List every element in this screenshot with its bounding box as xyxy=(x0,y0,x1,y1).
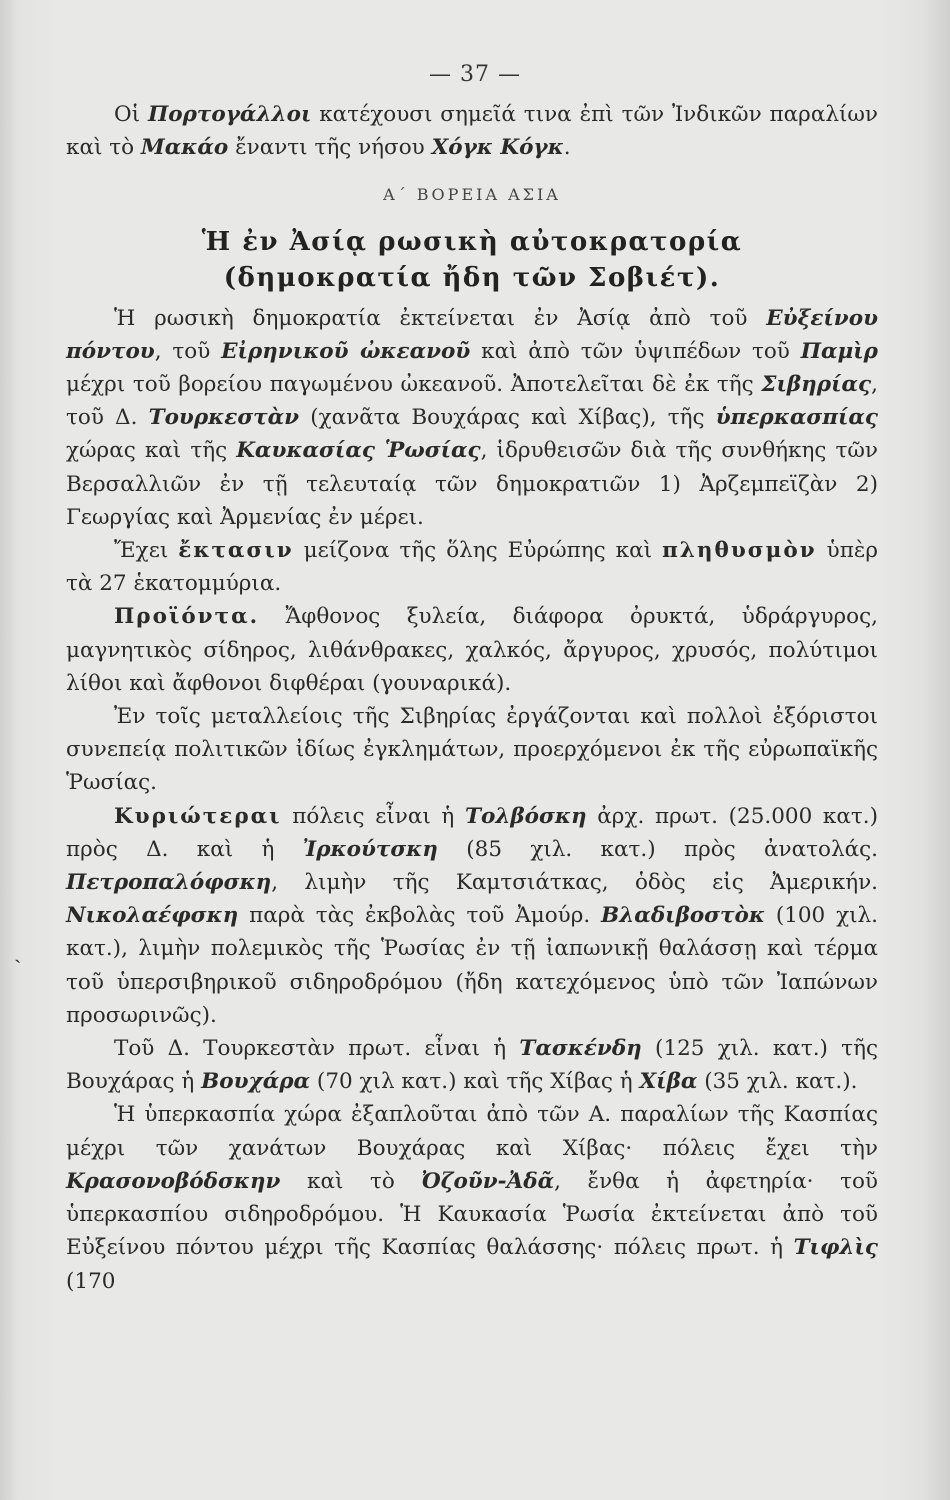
emphasis: Τολβόσκη xyxy=(464,803,587,829)
emphasis: Τιφλὶς xyxy=(793,1235,878,1261)
emphasis: Εὐξείνου πόντου xyxy=(66,305,878,364)
text-run: (85 χιλ. κατ.) πρὸς ἀνατολάς. xyxy=(437,836,878,862)
spaced-emphasis: Κυριώτεραι xyxy=(114,803,282,829)
text-run: (170 xyxy=(66,1268,116,1294)
text-run: Οἱ xyxy=(114,102,148,127)
text-run: Ἐν τοῖς μεταλλείοις τῆς Σιβηρίας ἐργάζονται καὶ πολλοὶ ἐξόριστοι συνεπείᾳ πολιτικῶν ἰδίως ἐγκλημάτων, προερχόμενοι ἐκ τῆς εὐρωπαϊκῆς Ῥωσίας. xyxy=(66,704,878,796)
text-run: (125 χιλ. κατ.) τῆς Βουχάρας ἡ xyxy=(66,1036,878,1095)
paragraph-cities xyxy=(66,800,878,1032)
emphasis: Πορτογάλλοι xyxy=(147,102,312,127)
chapter-heading xyxy=(66,224,878,296)
text-run: (100 χιλ. κατ.), λιμὴν πολεμικὸς τῆς Ῥωσίας ἐν τῇ ἰαπωνικῇ θαλάσσῃ καὶ τέρμα τοῦ ὑπερσιβηρικοῦ σιδηροδρόμου (ἤδη κατεχόμενος ὑπὸ τῶν Ἰαπώνων προσωρινῶς). xyxy=(66,903,879,1028)
text-run: (χανᾶτα Βουχάρας καὶ Χίβας), τῆς xyxy=(299,405,716,431)
text-run: Τοῦ Δ. Τουρκεστὰν πρωτ. εἶναι ἡ xyxy=(114,1036,520,1062)
spaced-emphasis: Προϊόντα. xyxy=(114,604,260,630)
emphasis: Σιβηρίας xyxy=(761,372,872,398)
text-run: μέχρι τοῦ βορείου παγωμένου ὠκεανοῦ. Ἀποτελεῖται δὲ ἐκ τῆς xyxy=(66,372,762,398)
text-run: Ἔχει xyxy=(114,538,179,564)
paragraph-products xyxy=(66,600,878,700)
emphasis: Χίβα xyxy=(639,1069,698,1095)
emphasis: Εἰρηνικοῦ ὠκεανοῦ xyxy=(221,338,471,364)
page-text xyxy=(66,98,878,1298)
text-run: ἔναντι τῆς νήσου xyxy=(228,135,432,161)
section-title: Α΄ ΒΟΡΕΙΑ ΑΣΙΑ xyxy=(383,185,561,205)
text-run: Ἄφθονος ξυλεία, διάφορα ὀρυκτά, ὑδράργυρος, μαγνητικὸς σίδηρος, λιθάνθρακες, χαλκός, ἄργυρος, χρυσός, πολύτιμοι λίθοι καὶ ἄφθονοι διφθέραι (γουναρικά). xyxy=(66,604,878,696)
spaced-emphasis: πληθυσμὸν xyxy=(662,538,817,564)
paragraph-turkestan xyxy=(66,1032,878,1098)
spaced-emphasis: ἔκτασιν xyxy=(178,538,294,564)
text-run: , ἔνθα ἡ ἀφετηρία· τοῦ ὑπερκασπίου σιδηροδρόμου. Ἡ Καυκασία Ῥωσία ἐκτείνεται ἀπὸ τοῦ Εὐξείνου πόντου μέχρι τῆς Κασπίας θαλάσσης· πόλεις πρωτ. ἡ xyxy=(66,1168,878,1261)
text-run: Ἡ ρωσικὴ δημοκρατία ἐκτείνεται ἐν Ἀσίᾳ ἀπὸ τοῦ xyxy=(114,305,767,331)
paragraph-mines xyxy=(66,700,878,800)
text-run: παρὰ τὰς ἐκβολὰς τοῦ Ἀμούρ. xyxy=(238,903,602,929)
emphasis: Κρασονοβόδσκην xyxy=(66,1168,281,1194)
text-run: ἀρχ. πρωτ. (25.000 κατ.) πρὸς Δ. καὶ ἡ xyxy=(66,803,878,862)
emphasis: Παμὶρ xyxy=(800,338,878,364)
text-run: (35 χιλ. κατ.). xyxy=(697,1069,858,1095)
text-run: χώρας καὶ τῆς xyxy=(66,438,237,464)
emphasis: Ἰρκούτσκη xyxy=(302,836,438,862)
emphasis: Μακάο xyxy=(140,135,229,161)
margin-mark: ˏ xyxy=(14,939,22,964)
text-run: μείζονα τῆς ὅλης Εὐρώπης καὶ xyxy=(293,538,663,564)
emphasis: Βουχάρα xyxy=(201,1069,311,1095)
text-run: , λιμὴν τῆς Καμτσιάτκας, ὁδὸς εἰς Ἀμερικήν. xyxy=(271,870,878,896)
emphasis: Τασκένδη xyxy=(519,1036,642,1062)
emphasis: Τουρκεστὰν xyxy=(148,405,300,431)
text-run: κατέχουσι σημεῖά τινα ἐπὶ τῶν Ἰνδικῶν παραλίων καὶ τὸ xyxy=(66,102,878,161)
text-run: . xyxy=(563,135,571,161)
text-run: , τοῦ xyxy=(154,338,222,364)
heading-line-1: Ἡ ἐν Ἀσίᾳ ρωσικὴ αὐτοκρατορία xyxy=(201,226,743,257)
text-run: , ἱδρυθεισῶν διὰ τῆς συνθήκης τῶν Βερσαλλιῶν ἐν τῇ τελευταίᾳ τῶν δημοκρατιῶν 1) Ἀρζεμπεϊζὰν 2) Γεωργίας καὶ Ἀρμενίας ἐν μέρει. xyxy=(66,438,878,530)
heading-line-2: (δημοκρατία ἤδη τῶν Σοβιέτ). xyxy=(223,262,721,293)
emphasis: Χόγκ Κόγκ xyxy=(431,135,564,161)
text-run: καὶ ἀπὸ τῶν ὑψιπέδων τοῦ xyxy=(470,338,801,364)
text-run: (70 χιλ κατ.) καὶ τῆς Χίβας ἡ xyxy=(310,1069,640,1095)
paragraph-area xyxy=(66,534,878,600)
emphasis: Ὀζοῦν-Ἀδᾶ xyxy=(421,1168,555,1194)
paragraph-extent xyxy=(66,302,878,534)
paragraph-portuguese xyxy=(66,98,878,164)
emphasis: Νικολαέφσκη xyxy=(66,903,239,929)
page-number: — 37 — xyxy=(429,62,521,87)
text-run: ὑπὲρ τὰ 27 ἑκατομμύρια. xyxy=(66,538,879,597)
emphasis: Βλαδιβοστὸκ xyxy=(601,903,765,929)
paragraph-transcaspia xyxy=(66,1098,878,1297)
emphasis: Καυκασίας Ῥωσίας xyxy=(236,438,481,464)
emphasis: ὑπερκασπίας xyxy=(715,405,878,431)
text-run: Ἡ ὑπερκασπία χώρα ἐξαπλοῦται ἀπὸ τῶν Α. παραλίων τῆς Κασπίας μέχρι τῶν χανάτων Βουχάρας καὶ Χίβας· πόλεις ἔχει τὴν xyxy=(66,1102,878,1161)
text-run: πόλεις εἶναι ἡ xyxy=(281,803,465,829)
text-run: καὶ τὸ xyxy=(280,1168,422,1194)
emphasis: Πετροπαλόφσκη xyxy=(66,870,272,896)
text-run: , τοῦ Δ. xyxy=(66,372,878,431)
